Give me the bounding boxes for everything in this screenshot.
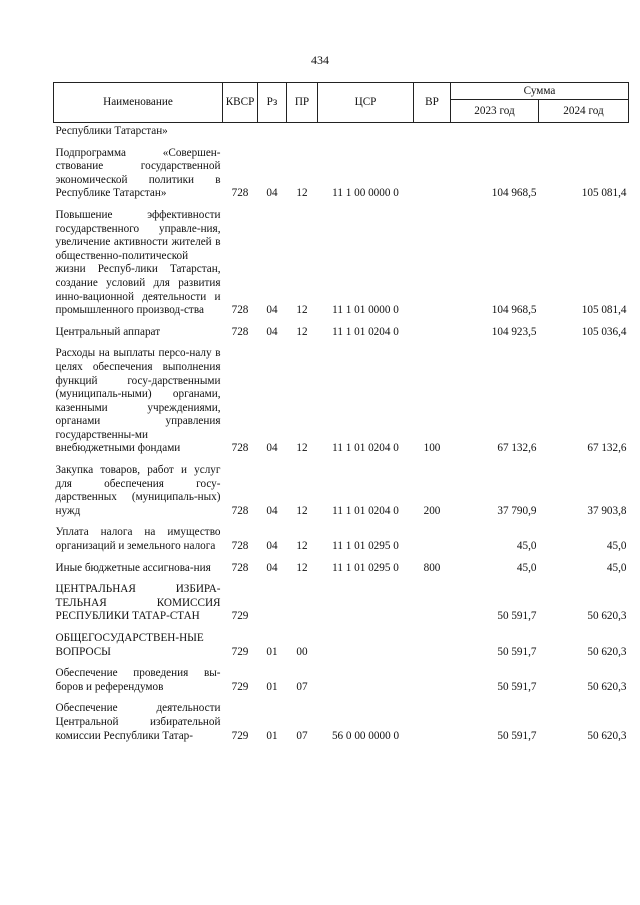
header-pr: ПР [287, 83, 318, 123]
cell-csr: 56 0 00 0000 0 [331, 729, 400, 742]
cell-sum-2023: 45,0 [516, 561, 537, 574]
cell-sum-2024: 50 620,3 [587, 610, 627, 623]
cell-sum-2024: 105 081,4 [581, 187, 627, 200]
cell-csr [318, 659, 414, 694]
cell-kvsr: 729 [231, 729, 249, 742]
cell-pr: 12 [296, 187, 308, 200]
cell-vr [414, 318, 451, 340]
table-row [54, 624, 629, 659]
cell-name: Обеспечение деятельности Центральной избирательной комиссии Республики Татар- [55, 702, 221, 742]
cell-rz: 04 [266, 442, 278, 455]
cell-sum-2023: 104 968,5 [491, 187, 537, 200]
cell-kvsr [223, 123, 258, 139]
cell-sum-2023: 45,0 [516, 540, 537, 553]
cell-kvsr: 728 [231, 442, 249, 455]
cell-name: Повышение эффективности государственного управле-ния, увеличение активности жителей в общественно-политической жизни Респуб-лики Татарстан, создание условий для развития инно-вационной деятельности и промышленного производ-ства [55, 208, 221, 317]
cell-name: Уплата налога на имущество организаций и земельного налога [55, 526, 221, 553]
cell-name: Центральный аппарат [55, 325, 161, 338]
cell-sum-2023 [451, 123, 539, 139]
table-body [54, 123, 629, 744]
cell-csr: 11 1 01 0204 0 [332, 325, 399, 338]
cell-vr [414, 123, 451, 139]
cell-pr: 00 [296, 645, 308, 658]
cell-kvsr: 728 [231, 187, 249, 200]
header-csr: ЦСР [318, 83, 414, 123]
cell-pr [287, 123, 318, 139]
cell-pr: 12 [296, 504, 308, 517]
table-row [54, 659, 629, 694]
cell-csr [318, 624, 414, 659]
cell-csr: 11 1 00 0000 0 [332, 187, 399, 200]
cell-rz [258, 123, 287, 139]
cell-rz: 04 [266, 561, 278, 574]
cell-sum-2024: 45,0 [606, 561, 627, 574]
cell-name: ЦЕНТРАЛЬНАЯ ИЗБИРА-ТЕЛЬНАЯ КОМИССИЯ РЕСПУБЛИКИ ТАТАР-СТАН [55, 583, 221, 623]
cell-pr: 12 [296, 561, 308, 574]
header-vr: ВР [414, 83, 451, 123]
cell-pr: 12 [296, 304, 308, 317]
cell-rz: 01 [266, 645, 278, 658]
header-year-2024: 2024 год [539, 100, 629, 123]
table-row [54, 201, 629, 318]
cell-vr: 100 [423, 442, 441, 455]
cell-pr: 07 [296, 729, 308, 742]
cell-rz: 04 [266, 304, 278, 317]
cell-name: Закупка товаров, работ и услуг для обеспечения госу-дарственных (муниципаль-ных) нужд [55, 464, 221, 517]
header-name: Наименование [54, 83, 223, 123]
cell-csr [318, 575, 414, 624]
cell-sum-2023: 104 968,5 [491, 304, 537, 317]
cell-pr: 12 [296, 540, 308, 553]
cell-vr [414, 139, 451, 201]
cell-sum-2024: 67 132,6 [587, 442, 627, 455]
cell-sum-2024: 105 081,4 [581, 304, 627, 317]
budget-table [53, 82, 629, 743]
cell-pr [287, 575, 318, 624]
table-row [54, 139, 629, 201]
cell-kvsr: 729 [231, 680, 249, 693]
cell-pr: 07 [296, 680, 308, 693]
cell-pr: 12 [296, 442, 308, 455]
cell-csr: 11 1 01 0204 0 [332, 504, 399, 517]
cell-sum-2024: 45,0 [606, 540, 627, 553]
cell-sum-2024: 105 036,4 [581, 325, 627, 338]
cell-sum-2023: 50 591,7 [497, 610, 537, 623]
cell-kvsr: 729 [231, 610, 249, 623]
cell-rz: 01 [266, 680, 278, 693]
cell-rz: 01 [266, 729, 278, 742]
cell-sum-2023: 50 591,7 [497, 680, 537, 693]
cell-name: Обеспечение проведения вы-боров и референдумов [55, 667, 221, 693]
table-row [54, 339, 629, 456]
cell-vr: 800 [423, 561, 441, 574]
cell-kvsr: 728 [231, 304, 249, 317]
cell-sum-2023: 67 132,6 [497, 442, 537, 455]
cell-kvsr: 728 [231, 504, 249, 517]
cell-name: Расходы на выплаты персо-налу в целях обеспечения выполнения функций госу-дарственными (муниципаль-ными) органами, казенными учреждениями, органами управления государственны-ми внебюджетными фондами [55, 347, 221, 455]
cell-vr: 200 [423, 504, 441, 517]
cell-csr: 11 1 01 0295 0 [332, 561, 399, 574]
cell-name: Иные бюджетные ассигнова-ния [55, 561, 211, 574]
cell-sum-2024: 37 903,8 [587, 504, 627, 517]
header-rz: Рз [258, 83, 287, 123]
table-row [54, 575, 629, 624]
cell-pr: 12 [296, 325, 308, 338]
cell-sum-2024 [539, 123, 629, 139]
page-number: 434 [311, 53, 329, 67]
cell-sum-2023: 50 591,7 [497, 645, 537, 658]
cell-kvsr: 728 [231, 561, 249, 574]
table-header [54, 83, 629, 123]
table-row [54, 123, 629, 139]
cell-name: ОБЩЕГОСУДАРСТВЕН-НЫЕ ВОПРОСЫ [55, 632, 204, 658]
cell-sum-2023: 104 923,5 [491, 325, 537, 338]
cell-vr [414, 694, 451, 743]
cell-rz: 04 [266, 540, 278, 553]
cell-sum-2024: 50 620,3 [587, 729, 627, 742]
table-row [54, 456, 629, 518]
cell-name: Республики Татарстан» [55, 125, 168, 137]
cell-vr [414, 518, 451, 553]
cell-sum-2023: 37 790,9 [497, 504, 537, 517]
cell-csr: 11 1 01 0000 0 [332, 304, 399, 317]
cell-sum-2024: 50 620,3 [587, 680, 627, 693]
cell-vr [414, 201, 451, 318]
cell-kvsr: 729 [231, 645, 249, 658]
cell-rz: 04 [266, 187, 278, 200]
cell-rz: 04 [266, 325, 278, 338]
table-row [54, 554, 629, 576]
cell-sum-2024: 50 620,3 [587, 645, 627, 658]
cell-csr [318, 123, 414, 139]
cell-kvsr: 728 [231, 325, 249, 338]
cell-kvsr: 728 [231, 540, 249, 553]
cell-name: Подпрограмма «Совершен-ствование государственной экономической политики в Республике Татарстан» [55, 146, 221, 200]
cell-csr: 11 1 01 0204 0 [332, 442, 399, 455]
cell-rz [258, 575, 287, 624]
cell-sum-2023: 50 591,7 [497, 729, 537, 742]
table-row [54, 694, 629, 743]
cell-csr: 11 1 01 0295 0 [332, 540, 399, 553]
cell-vr [414, 575, 451, 624]
table-row [54, 518, 629, 553]
cell-vr [414, 624, 451, 659]
header-sum: Сумма [451, 83, 629, 100]
header-year-2023: 2023 год [451, 100, 539, 123]
cell-vr [414, 659, 451, 694]
header-kvsr: КВСР [223, 83, 258, 123]
table-row [54, 318, 629, 340]
cell-rz: 04 [266, 504, 278, 517]
